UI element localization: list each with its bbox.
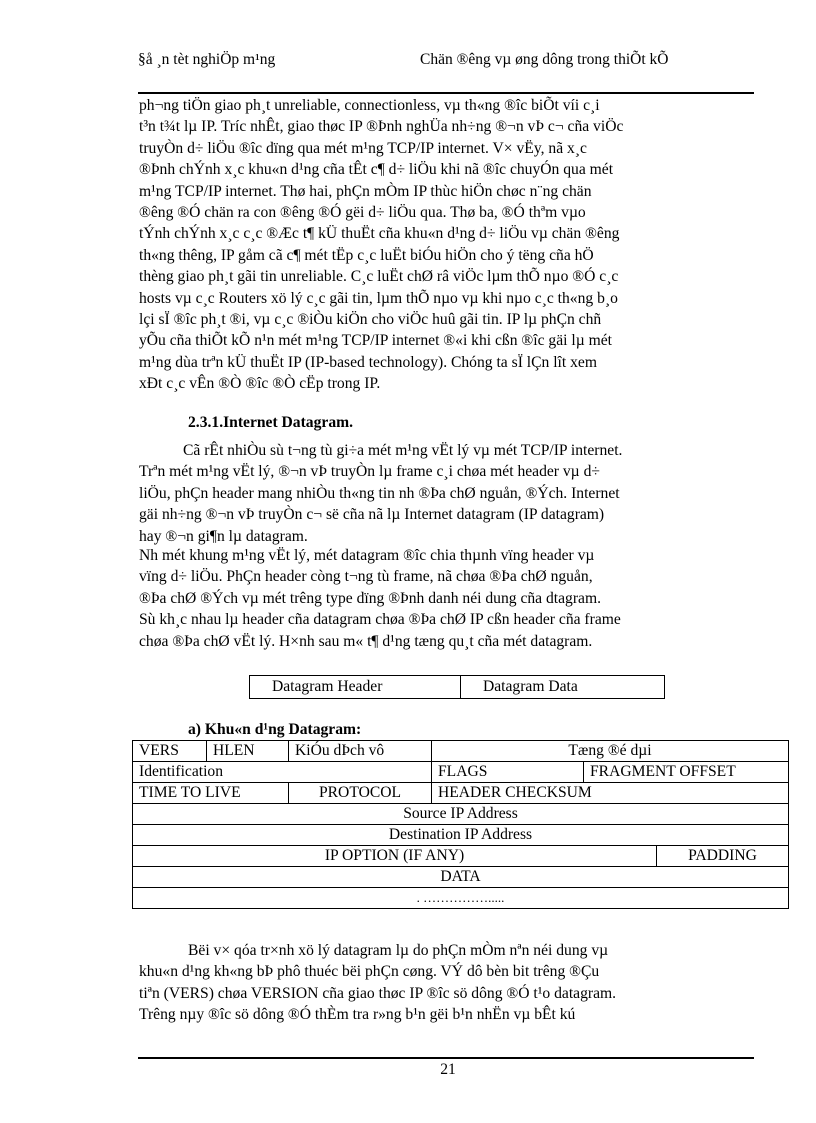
table-row [133, 762, 789, 783]
data-cell: DATA [133, 867, 789, 888]
text-line: ®êng ®Ó chän ra con ®êng ®Ó gëi d÷ liÖu qua. Thø ba, ®Ó thªm vµo [139, 204, 586, 222]
datagram-format-table [132, 740, 789, 909]
text-line: t³n t¾t lµ IP. Tríc nhÊt, giao thøc IP ®Þnh nghÜa nh÷ng ®¬n vÞ c¬ cña viÖc [139, 118, 624, 136]
datagram-header-cell: Datagram Header [250, 676, 461, 698]
table-row [133, 741, 789, 762]
fragment-offset-cell: FRAGMENT OFFSET [584, 762, 789, 783]
footer-rule [138, 1057, 754, 1059]
text-line: th«ng thêng, IP gåm cã c¶ mét tËp c¸c luËt biÓu hiÖn cho ý tëng cña hÖ [139, 246, 594, 264]
text-line: chøa ®Þa chØ vËt lý. H×nh sau m« t¶ d¹ng tæng qu¸t cña mét datagram. [139, 632, 593, 650]
text-line: hay ®¬n gi¶n lµ datagram. [139, 527, 308, 545]
vers-cell: VERS [133, 741, 207, 762]
page-number: 21 [440, 1061, 456, 1078]
datagram-diagram [249, 675, 665, 699]
datagram-data-cell: Datagram Data [483, 678, 578, 695]
text-line: thèng giao ph¸t gãi tin unreliable. C¸c luËt chØ râ viÖc lµm thÕ nµo ®Ó c¸c [139, 268, 619, 286]
text-line: xÐt c¸c vÊn ®Ò ®îc ®Ò cËp trong IP. [139, 375, 381, 393]
text-line: m¹ng TCP/IP internet. Thø hai, phÇn mÒm IP thùc hiÖn chøc n¨ng chän [139, 182, 592, 200]
header-checksum-cell: HEADER CHECKSUM [432, 783, 789, 804]
table-row [133, 846, 789, 867]
header-rule [138, 92, 754, 94]
paragraph-datagram-structure [139, 545, 762, 652]
table-row [133, 867, 789, 888]
text-line: ®Þnh chÝnh x¸c khu«n d¹ng cña tÊt c¶ d÷ liÖu khi nã ®îc chuyÓn qua mét [139, 161, 614, 179]
text-line: gäi nh÷ng ®¬n vÞ truyÒn c¬ së cña nã lµ Internet datagram (IP datagram) [139, 506, 605, 524]
text-line: khu«n d¹ng kh«ng bÞ phô thuéc bëi phÇn cøng. VÝ dô bèn bit trêng ®Çu [139, 963, 600, 981]
text-line: m¹ng dùa trªn kÜ thuËt IP (IP-based technology). Chóng ta sÏ lÇn lît xem [139, 353, 597, 371]
text-line: Trªn mét m¹ng vËt lý, ®¬n vÞ truyÒn lµ frame c¸i chøa mét header vµ d÷ [139, 463, 600, 481]
table-row [133, 783, 789, 804]
table-row [133, 888, 789, 909]
text-line: yÕu cña thiÕt kÕ n¹n mét m¹ng TCP/IP internet ®«i khi cßn ®îc gäi lµ mét [139, 332, 612, 350]
hlen-cell: HLEN [207, 741, 289, 762]
text-line: Sù kh¸c nhau lµ header cña datagram chøa ®Þa chØ IP cßn header cña frame [139, 611, 621, 629]
identification-cell: Identification [133, 762, 432, 783]
padding-cell: PADDING [657, 846, 789, 867]
source-ip-cell: Source IP Address [133, 804, 789, 825]
text-line: ®Þa chØ ®Ých vµ mét trêng type dïng ®Þnh danh néi dung cña dtagram. [139, 589, 601, 607]
table-row [133, 804, 789, 825]
text-line: Bëi v× qóa tr×nh xö lý datagram lµ do phÇn mÒm nªn néi dung vµ [188, 942, 609, 959]
text-line: Cã rÊt nhiÒu sù t¬ng tù gi÷a mét m¹ng vËt lý vµ mét TCP/IP internet. [183, 442, 623, 459]
ttl-cell: TIME TO LIVE [133, 783, 289, 804]
ip-option-cell: IP OPTION (IF ANY) [133, 846, 657, 867]
text-line: truyÒn d÷ liÖu ®îc dïng qua mét m¹ng TCP/IP internet. V× vËy, nã x¸c [139, 139, 587, 157]
text-line: tiªn (VERS) chøa VERSION cña giao thøc IP ®îc sö dông ®Ó t¹o datagram. [139, 984, 617, 1002]
header-left-title: §å ¸n tèt nghiÖp m¹ng [138, 51, 276, 68]
flags-cell: FLAGS [432, 762, 584, 783]
section-heading: 2.3.1.Internet Datagram. [188, 414, 353, 431]
format-heading: a) Khu«n d¹ng Datagram: [188, 721, 362, 738]
paragraph-software-processing [139, 940, 762, 1026]
table-row [133, 825, 789, 846]
text-line: liÖu, phÇn header mang nhiÒu th«ng tin nh ®Þa chØ nguån, ®Ých. Internet [139, 484, 620, 502]
total-length-cell: Tæng ®é dµi [432, 741, 789, 762]
text-line: ph¬ng tiÖn giao ph¸t unreliable, connectionless, vµ th«ng ®îc biÕt víi c¸i [139, 97, 600, 114]
destination-ip-cell: Destination IP Address [133, 825, 789, 846]
ellipsis-cell: . ……………..... [133, 888, 789, 909]
text-line: vïng d÷ liÖu. PhÇn header còng t¬ng tù frame, nã chøa ®Þa chØ nguån, [139, 568, 593, 586]
paragraph-ip-intro [139, 95, 762, 395]
text-line: tÝnh chÝnh x¸c c¸c ®Æc t¶ kÜ thuËt cña khu«n d¹ng d÷ liÖu vµ chän ®êng [139, 225, 620, 243]
text-line: lçi sÏ ®îc ph¸t ®i, vµ c¸c ®iÒu kiÖn cho viÖc huû gãi tin. IP lµ phÇn chñ [139, 311, 602, 329]
text-line: hosts vµ c¸c Routers xö lý c¸c gãi tin, lµm thÕ nµo vµ khi nµo c¸c th«ng b¸o [139, 289, 618, 307]
protocol-cell: PROTOCOL [289, 783, 432, 804]
text-line: Nh mét khung m¹ng vËt lý, mét datagram ®îc chia thµnh vïng header vµ [139, 547, 595, 564]
service-type-cell: KiÓu dÞch vô [289, 741, 432, 762]
paragraph-datagram-analogy [139, 440, 762, 547]
text-line: Trêng nµy ®îc sö dông ®Ó thÈm tra r»ng b¹n gëi b¹n nhËn vµ bÊt kú [139, 1006, 576, 1024]
header-right-title: Chän ®êng vµ øng dông trong thiÕt kÕ [420, 51, 669, 68]
